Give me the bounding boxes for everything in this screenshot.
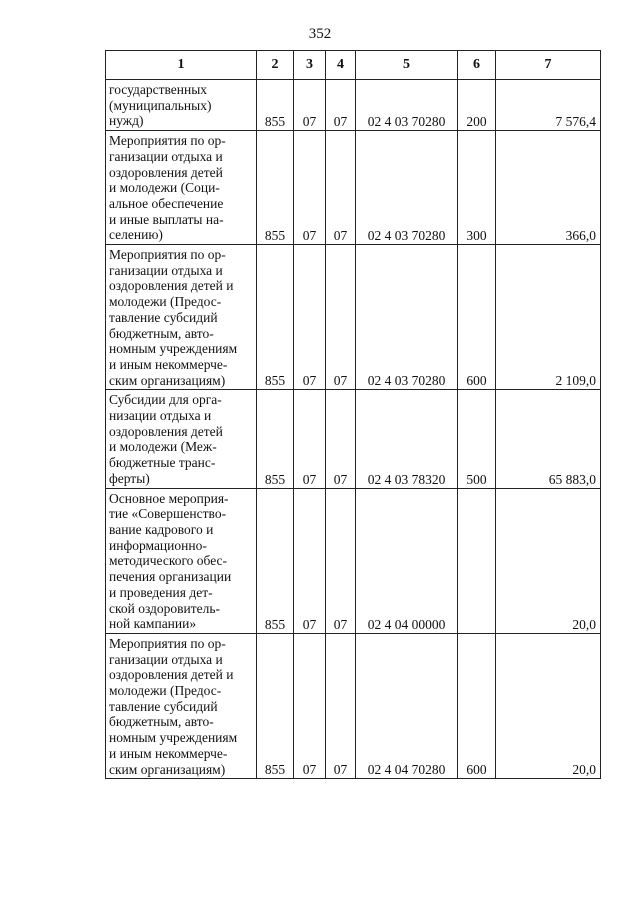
expense-type-cell: 500 (458, 390, 496, 488)
row-name-line: тие «Совершенство- (109, 506, 227, 522)
row-name-line: и молодежи (Соци- (109, 180, 220, 196)
row-name-cell (106, 488, 257, 633)
amount-cell: 7 576,4 (496, 80, 601, 131)
code-cell: 855 (257, 633, 294, 778)
row-name-line: номным учреждениям (109, 341, 238, 357)
row-name-line: и проведения дет- (109, 584, 213, 600)
target-article-cell: 02 4 04 70280 (356, 633, 458, 778)
row-name-line: Мероприятия по ор- (109, 133, 226, 149)
table-row (106, 245, 601, 390)
row-name-line: информационно- (109, 537, 207, 553)
target-article-cell: 02 4 03 70280 (356, 80, 458, 131)
row-name-line: ганизации отдыха и (109, 262, 223, 278)
subsection-cell: 07 (326, 488, 356, 633)
row-name-line: печения организации (109, 569, 232, 585)
expense-type-cell: 300 (458, 131, 496, 245)
row-name-line: Субсидии для орга- (109, 392, 222, 408)
row-name-line: и иные выплаты на- (109, 211, 224, 227)
target-article-cell: 02 4 03 70280 (356, 131, 458, 245)
row-name-line: и иным некоммерче- (109, 356, 228, 372)
table-row (106, 390, 601, 488)
table-header-row (106, 51, 601, 80)
section-cell: 07 (294, 80, 326, 131)
row-name-line: ганизации отдыха и (109, 651, 223, 667)
row-name-line: нужд) (109, 113, 144, 129)
column-header: 7 (496, 51, 601, 80)
subsection-cell: 07 (326, 633, 356, 778)
row-name-line: оздоровления детей и (109, 278, 234, 294)
row-name-line: низации отдыха и (109, 408, 212, 424)
row-name-line: молодежи (Предос- (109, 294, 222, 310)
amount-cell: 20,0 (496, 488, 601, 633)
code-cell: 855 (257, 488, 294, 633)
row-name-line: Мероприятия по ор- (109, 635, 226, 651)
row-name-line: и иным некоммерче- (109, 745, 228, 761)
row-name-line: тавление субсидий (109, 698, 218, 714)
row-name-line: селению) (109, 227, 163, 243)
column-header: 6 (458, 51, 496, 80)
expense-type-cell: 600 (458, 633, 496, 778)
row-name-line: Мероприятия по ор- (109, 247, 226, 263)
table-row (106, 131, 601, 245)
table-row (106, 633, 601, 778)
column-header: 2 (257, 51, 294, 80)
amount-cell: 20,0 (496, 633, 601, 778)
row-name-line: (муниципальных) (109, 97, 212, 113)
row-name-cell (106, 245, 257, 390)
code-cell: 855 (257, 80, 294, 131)
subsection-cell: 07 (326, 80, 356, 131)
section-cell: 07 (294, 131, 326, 245)
section-cell: 07 (294, 488, 326, 633)
column-header: 3 (294, 51, 326, 80)
subsection-cell: 07 (326, 245, 356, 390)
row-name-cell (106, 131, 257, 245)
amount-cell: 65 883,0 (496, 390, 601, 488)
row-name-line: и молодежи (Меж- (109, 439, 217, 455)
row-name-line: ским организациям) (109, 372, 226, 388)
row-name-line: оздоровления детей (109, 423, 223, 439)
row-name-line: тавление субсидий (109, 309, 218, 325)
section-cell: 07 (294, 633, 326, 778)
code-cell: 855 (257, 131, 294, 245)
row-name-line: вание кадрового и (109, 521, 214, 537)
row-name-cell (106, 390, 257, 488)
table-row (106, 488, 601, 633)
code-cell: 855 (257, 390, 294, 488)
row-name-line: ским организациям) (109, 761, 226, 777)
row-name-line: ной кампании» (109, 616, 197, 632)
amount-cell: 2 109,0 (496, 245, 601, 390)
row-name-line: ганизации отдыха и (109, 148, 223, 164)
budget-table (105, 50, 601, 779)
subsection-cell: 07 (326, 390, 356, 488)
row-name-line: Основное мероприя- (109, 490, 229, 506)
expense-type-cell: 600 (458, 245, 496, 390)
row-name-line: бюджетные транс- (109, 455, 216, 471)
section-cell: 07 (294, 390, 326, 488)
row-name-cell (106, 80, 257, 131)
target-article-cell: 02 4 03 70280 (356, 245, 458, 390)
row-name-line: ферты) (109, 470, 150, 486)
row-name-line: альное обеспечение (109, 195, 224, 211)
column-header: 4 (326, 51, 356, 80)
row-name-line: оздоровления детей (109, 164, 223, 180)
table-row (106, 80, 601, 131)
row-name-line: оздоровления детей и (109, 667, 234, 683)
expense-type-cell: 200 (458, 80, 496, 131)
amount-cell: 366,0 (496, 131, 601, 245)
target-article-cell: 02 4 04 00000 (356, 488, 458, 633)
row-name-line: методического обес- (109, 553, 228, 569)
row-name-line: бюджетным, авто- (109, 325, 214, 341)
subsection-cell: 07 (326, 131, 356, 245)
row-name-line: бюджетным, авто- (109, 714, 214, 730)
row-name-line: государственных (109, 82, 208, 97)
page-number: 352 (308, 26, 332, 42)
expense-type-cell (458, 488, 496, 633)
target-article-cell: 02 4 03 78320 (356, 390, 458, 488)
row-name-cell (106, 633, 257, 778)
row-name-line: молодежи (Предос- (109, 683, 222, 699)
row-name-line: номным учреждениям (109, 730, 238, 746)
column-header: 1 (106, 51, 257, 80)
section-cell: 07 (294, 245, 326, 390)
column-header: 5 (356, 51, 458, 80)
code-cell: 855 (257, 245, 294, 390)
table-body (106, 80, 601, 779)
row-name-line: ской оздоровитель- (109, 600, 221, 616)
